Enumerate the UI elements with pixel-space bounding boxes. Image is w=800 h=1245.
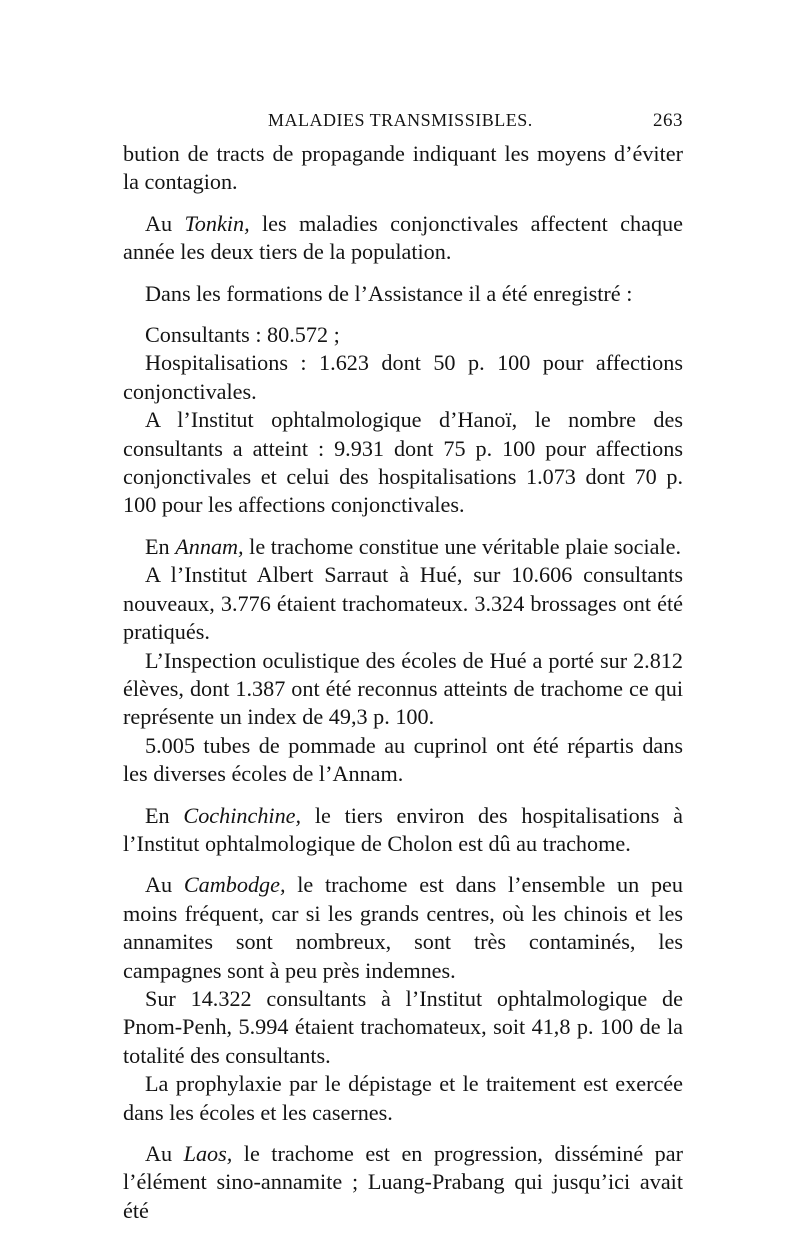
place-name: Cambodge, [183, 872, 286, 898]
text-run: le tiers environ des hospitalisations à l’Institut ophtalmologique de Cholon est dû au trachome. [123, 802, 683, 856]
paragraph: Hospitalisations : 1.623 dont 50 p. 100 pour affections conjonctivales. [123, 350, 683, 404]
paragraph: Consultants : 80.572 ; [145, 322, 340, 348]
paragraph-cochinchine [123, 802, 683, 859]
paragraph: Sur 14.322 consultants à l’Institut ophtalmologique de Pnom-Penh, 5.994 étaient trachomateux, soit 41,8 p. 100 de la totalité des consultants. [123, 985, 683, 1068]
paragraph-laos [123, 1140, 683, 1225]
paragraph: L’Inspection oculistique des écoles de Hué a porté sur 2.812 élèves, dont 1.387 ont été reconnus atteints de trachome ce qui représente un index de 49,3 p. 100. [123, 647, 683, 730]
running-title: MALADIES TRANSMISSIBLES. [268, 110, 533, 130]
book-page [123, 110, 683, 1225]
paragraph: La prophylaxie par le dépistage et le traitement est exercée dans les écoles et les casernes. [123, 1071, 683, 1125]
paragraph: A l’Institut Albert Sarraut à Hué, sur 10.606 consultants nouveaux, 3.776 étaient trachomateux. 3.324 brossages ont été pratiqués. [123, 562, 683, 645]
paragraph-tonkin [123, 210, 683, 267]
text-run: Au [145, 872, 184, 898]
body-text [123, 140, 683, 1225]
place-name: Laos, [183, 1141, 233, 1166]
text-run: le trachome est en progression, disséminé par l’élément sino-annamite ; Luang-Prabang qui jusqu’ici avait été [123, 1141, 683, 1223]
paragraph: bution de tracts de propagande indiquant les moyens d’éviter la contagion. [123, 141, 683, 195]
text-run: En [145, 533, 176, 559]
text-run: Au [145, 1141, 184, 1166]
page-number: 263 [653, 110, 683, 131]
paragraph-cambodge [123, 871, 683, 985]
running-header [123, 110, 683, 132]
text-run: le trachome est dans l’ensemble un peu moins fréquent, car si les grands centres, où les chinois et les annamites sont nombreux, sont très contaminés, les campagnes sont à peu près indemnes. [123, 872, 683, 983]
paragraph: Dans les formations de l’Assistance il a été enregistré : [145, 280, 633, 306]
paragraph-annam [123, 533, 683, 561]
place-name: Cochinchine, [183, 802, 302, 828]
text-run: En [145, 802, 184, 828]
text-run: les maladies conjonctivales affectent chaque année les deux tiers de la population. [123, 210, 683, 265]
paragraph: 5.005 tubes de pommade au cuprinol ont été répartis dans les diverses écoles de l’Annam. [123, 732, 683, 787]
text-run: Au [145, 210, 185, 236]
text-run: le trachome constitue une véritable plaie sociale. [243, 533, 682, 559]
place-name: Tonkin, [184, 210, 250, 236]
place-name: Annam, [175, 533, 244, 559]
paragraph: A l’Institut ophtalmologique d’Hanoï, le nombre des consultants a atteint : 9.931 dont 75 p. 100 pour affections conjonctivales et celui des hospitalisations 1.073 dont 70 p. 100 pour les affections conjonctivales. [123, 407, 683, 518]
